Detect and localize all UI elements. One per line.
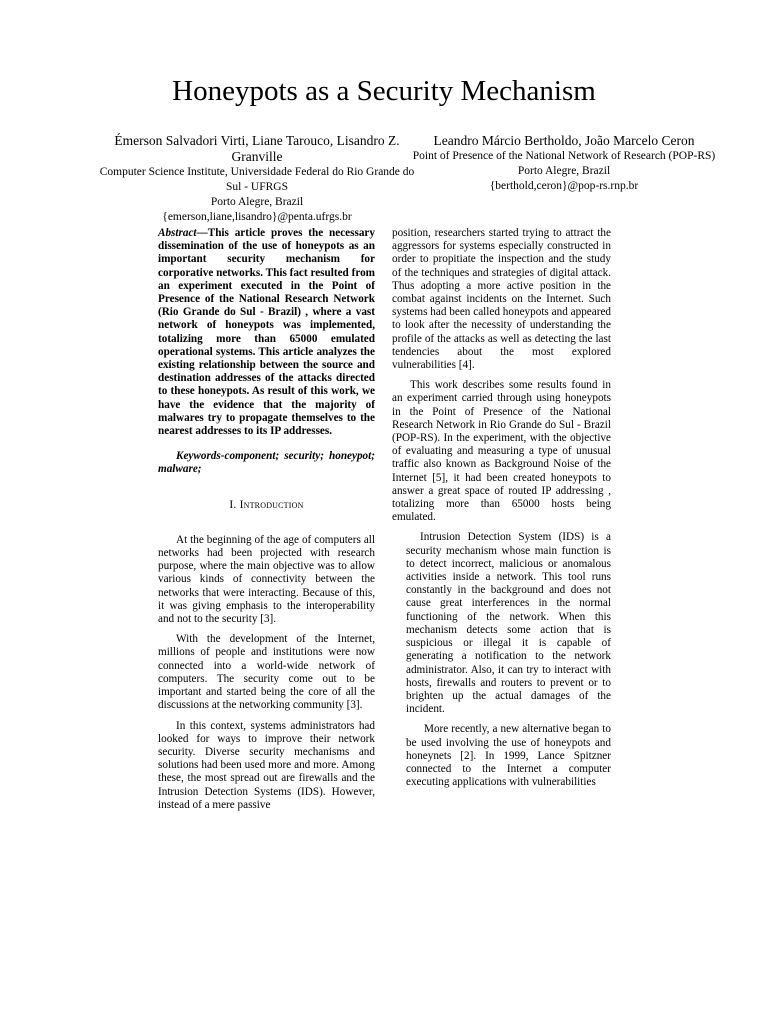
author-block-left [96, 133, 418, 225]
location-left: Porto Alegre, Brazil [210, 196, 304, 208]
section-heading-introduction: I. Introduction [229, 498, 304, 511]
body-paragraph-recent: More recently, a new alternative began to be used involving the use of honeypots and honeynets [2]. In 1999, Lance Spitzner connected to the Internet a computer executing applications with vulnerabilities [406, 723, 611, 789]
body-paragraph-2: This work describes some results found in an experiment carried through using honeypots in the Point of Presence of the National Research Network in Rio Grande do Sul - Brazil (POP-RS). In the experiment, with the objective of evaluating and measuring a type of unusual traffic also known as Background Noise of the Internet [5], it had been created honeypots to answer a great space of routed IP addressing , totalizing more than 65000 hosts being emulated. [392, 379, 611, 524]
email-left: {emerson,liane,lisandro}@penta.ufrgs.br [162, 211, 352, 223]
right-column [392, 227, 611, 796]
keywords: Keywords-component; security; honeypot; malware; [158, 450, 375, 476]
affiliation-right: Point of Presence of the National Network of Research (POP-RS) [412, 150, 716, 162]
author-names-left: Émerson Salvadori Virti, Liane Tarouco, Lisandro Z. Granville [114, 133, 400, 164]
body-paragraph-ids: Intrusion Detection System (IDS) is a security mechanism whose main function is to detect incorrect, malicious or anomalous activities inside a network. This tool runs constantly in the background and does not cause great interferences in the normal functioning of the network. When this mechanism detects some action that is suspicious or illegal it is capable of generating a notification to the network administrator. Also, it can try to interact with hosts, firewalls and routers to prevent or to brighten up the actual damages of the incident. [406, 531, 611, 716]
intro-paragraph-3: In this context, systems administrators had looked for ways to improve their network security. Diverse security mechanisms and solutions had been used more and more. Among these, the most spread out are firewalls and the Intrusion Detection Systems (IDS). However, instead of a mere passive [158, 719, 375, 811]
paper-title: Honeypots as a Security Mechanism [172, 75, 596, 107]
intro-paragraph-2: With the development of the Internet, millions of people and institutions were now connected into a world-wide network of computers. The security come out to be important and started being the core of all the discussions at the networking community [3]. [158, 633, 375, 712]
abstract-lead: Abstract [158, 227, 197, 239]
affiliation-left: Computer Science Institute, Universidade Federal do Rio Grande do Sul - UFRGS [99, 166, 415, 193]
body-paragraph-1: position, researchers started trying to attract the aggressors for systems especially constructed in order to propitiate the inspection and the study of the techniques and strategies of digital attack. Thus adopting a more active position in the combat against incidents on the Internet. Such systems had been called honeypots and appeared to look after the necessity of understanding the profile of the attacks as well as detecting the last tendencies about the most explored vulnerabilities [4]. [392, 227, 611, 372]
location-right: Porto Alegre, Brazil [517, 165, 611, 177]
abstract [158, 227, 375, 438]
author-block-right [404, 133, 724, 194]
abstract-body: —This article proves the necessary dissemination of the use of honeypots as an important security mechanism for corporative networks. This fact resulted from an experiment executed in the Point of Presence of the National Research Network (Rio Grande do Sul - Brazil) , where a vast network of honeypots was implemented, totalizing more than 65000 emulated operational systems. This article analyzes the existing relationship between the source and destination addresses of the attacks directed to these honeypots. As result of this work, we have the evidence that the majority of malwares try to propagate themselves to the nearest addresses to its IP addresses. [158, 227, 375, 438]
author-names-right: Leandro Márcio Bertholdo, João Marcelo Ceron [433, 133, 695, 148]
left-column [158, 227, 375, 819]
email-right: {berthold,ceron}@pop-rs.rnp.br [489, 180, 639, 192]
intro-paragraph-1: At the beginning of the age of computers all networks had been projected with research purpose, where the main objective was to allow various kinds of connectivity between the networks that were interacting. Because of this, it was giving emphasis to the interoperability and not to the security [3]. [158, 533, 375, 626]
